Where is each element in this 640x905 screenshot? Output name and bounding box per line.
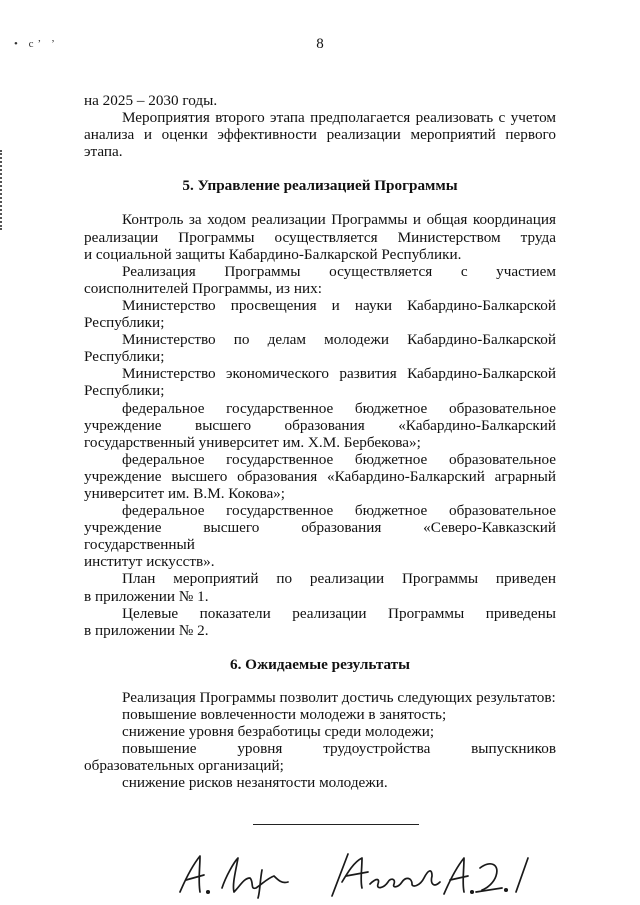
text-line: учреждение высшего образования «Северо-Кавказский государственный <box>84 519 556 554</box>
text-line: федеральное государственное бюджетное образовательное <box>122 399 556 417</box>
text-line: институт искусств». <box>84 553 215 571</box>
text-line: снижение рисков незанятости молодежи. <box>122 774 388 792</box>
paragraph <box>84 570 556 604</box>
text-line: Министерство по делам молодежи Кабардино-Балкарской <box>122 331 556 349</box>
paragraph <box>84 263 556 297</box>
text-line: План мероприятий по реализации Программы приведен <box>122 570 556 588</box>
text-line: Министерство экономического развития Кабардино-Балкарской <box>122 365 556 383</box>
text-line: Реализация Программы осуществляется с участием <box>122 262 556 280</box>
text-line: соисполнителей Программы, из них: <box>84 279 322 297</box>
text-line: образовательных организаций; <box>84 757 284 775</box>
paragraph <box>84 605 556 639</box>
section-heading: 6. Ожидаемые результаты <box>229 655 411 673</box>
paragraph <box>84 109 556 160</box>
list-item <box>84 400 556 451</box>
text-line: на 2025 – 2030 годы. <box>84 92 218 109</box>
text-line: анализа и оценки эффективности реализации мероприятий первого <box>84 126 556 144</box>
text-line: федеральное государственное бюджетное образовательное <box>122 502 556 520</box>
text-line: и социальной защиты Кабардино-Балкарской Республики. <box>84 245 462 263</box>
text-line: Мероприятия второго этапа предполагается реализовать с учетом <box>122 109 556 127</box>
paragraph <box>84 211 556 262</box>
list-item <box>84 502 556 570</box>
scan-mark: • с’ ’ <box>14 38 59 50</box>
text-line: учреждение высшего образования «Кабардино-Балкарский аграрный <box>84 467 556 485</box>
text-line: Министерство просвещения и науки Кабардино-Балкарской <box>122 296 556 314</box>
text-line: Реализация Программы позволит достичь следующих результатов: <box>122 688 556 706</box>
text-line: университет им. В.М. Кокова»; <box>84 484 285 502</box>
document-body <box>84 92 556 791</box>
text-line: учреждение высшего образования «Кабардино-Балкарский <box>84 416 556 434</box>
text-line: снижение уровня безработицы среди молодежи; <box>122 723 435 741</box>
text-line: Контроль за ходом реализации Программы и общая координация <box>122 211 556 229</box>
separator-line <box>253 824 419 825</box>
text-line: Целевые показатели реализации Программы приведены <box>122 604 556 622</box>
text-line: Республики; <box>84 348 165 366</box>
text-line: в приложении № 2. <box>84 621 209 639</box>
list-item <box>84 297 556 331</box>
text-line: реализации Программы осуществляется Министерством труда <box>84 228 556 246</box>
text-line: этапа. <box>84 143 123 161</box>
text-line: в приложении № 1. <box>84 587 209 605</box>
scan-edge-mark <box>0 150 5 230</box>
list-item <box>84 331 556 365</box>
text-line: повышение уровня трудоустройства выпускников <box>122 740 556 758</box>
text-line: федеральное государственное бюджетное образовательное <box>122 450 556 468</box>
text-line: государственный университет им. Х.М. Бербекова»; <box>84 433 421 451</box>
section-heading: 5. Управление реализацией Программы <box>182 177 458 195</box>
page-number: 8 <box>316 36 324 52</box>
list-item <box>84 365 556 399</box>
text-line: повышение вовлеченности молодежи в занятость; <box>122 706 447 723</box>
text-line: Республики; <box>84 382 165 400</box>
list-item <box>84 451 556 502</box>
handwritten-signature <box>176 848 536 900</box>
text-line: Республики; <box>84 314 165 332</box>
list-item <box>84 740 556 774</box>
